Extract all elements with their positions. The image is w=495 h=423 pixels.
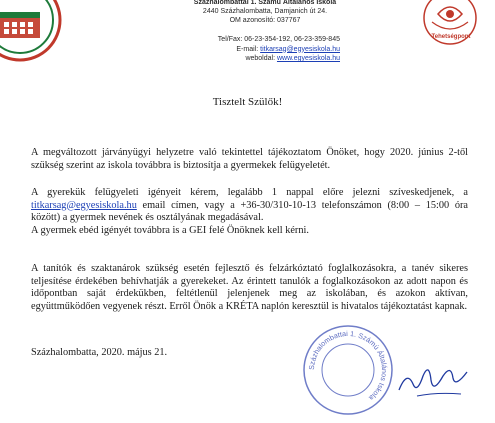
official-stamp [300,322,396,418]
paragraph-3: A tanítók és szaktanárok szükség esetén fejlesztő és felzárkóztató foglalkozásokra, a tanév sikeres teljesítése érdekében behívhatják a gyerekeket. Az érintett tanulók a foglalkozásokon az adott napon és időpontban saját érdekükben, feltétlenül jelenjenek meg az iskolában, és azokon aktívan, együttműködően vegyenek részt. Erről Önök a KRÉTA naplón keresztül is hivatalos tájékoztatást kapnak. [31,263,468,312]
signature [395,360,475,400]
paragraph-2-intro: A gyerekük felügyeleti igényeit kérem, legalább 1 nappal előre jelezni szíveskedjenek, a [31,187,468,198]
email-link[interactable]: titkarsag@egyesiskola.hu [260,45,340,53]
contact-block [175,35,340,64]
school-om: OM azonosító: 037767 [229,17,301,24]
paragraph-email-link[interactable]: titkarsag@egyesiskola.hu [31,199,137,211]
phone-line: Tel/Fax: 06-23-354-192, 06-23-359-845 [217,36,340,43]
school-header [180,0,350,25]
email-line [175,45,340,55]
paragraph-2-lunch: A gyermek ebéd igényét továbbra is a GEI felé Önöknek kell kérni. [31,224,309,236]
school-logo [0,0,62,62]
web-line [175,54,340,64]
email-label: E-mail: [236,45,259,53]
school-address: 2440 Százhalombatta, Damjanich út 24. [202,8,328,15]
web-link[interactable]: www.egyesiskola.hu [276,55,340,62]
talent-point-logo [418,0,482,56]
paragraph-2 [31,187,468,237]
paragraph-2-contact: email címen, vagy a +36-30/310-10-13 telefonszámon (8:00 – 15:00 óra között) a gyermek nevének és osztályának megadásával. [31,199,468,224]
greeting: Tisztelt Szülők! [212,96,283,108]
school-name: Százhalombattai 1. Számú Általános Iskola [193,0,337,6]
stamp-text: Százhalombattai 1. Számú Általános Iskola [306,328,390,403]
place-date: Százhalombatta, 2020. május 21. [31,347,168,358]
talent-point-label: Tehetségpont [431,34,471,40]
web-label: weboldal: [245,55,276,62]
svg-text:Százhalombattai 1. Számú Által [307,329,389,403]
paragraph-1: A megváltozott járványügyi helyzetre való tekintettel tájékoztatom Önöket, hogy 2020. június 2-től szükség szerint az iskola továbbra is biztosítja a gyermekek felügyeletét. [31,147,468,171]
